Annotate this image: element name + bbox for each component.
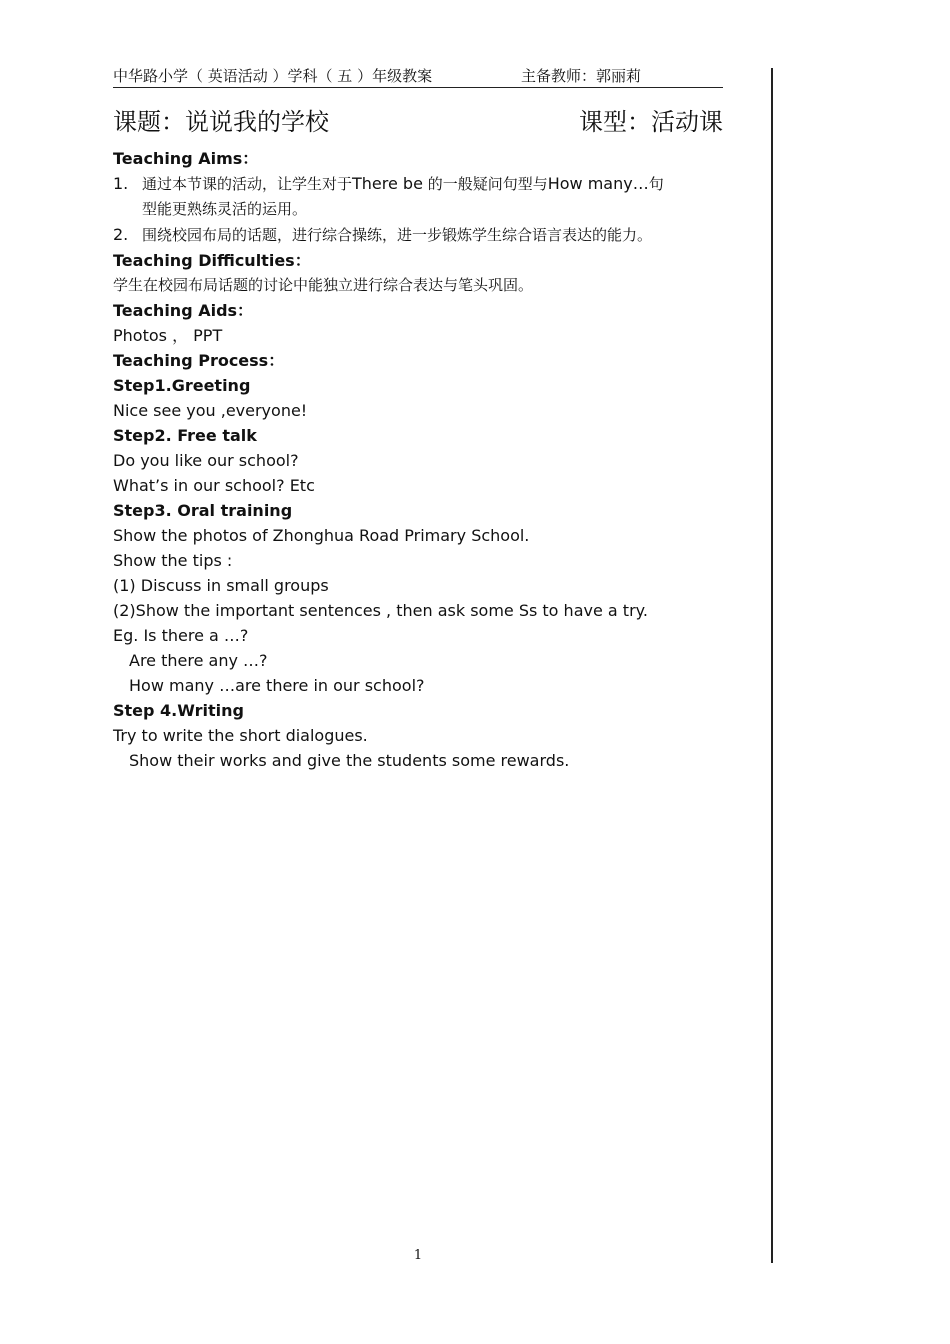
process-heading: Teaching Process： xyxy=(113,351,285,370)
aim-number: 2. xyxy=(113,225,129,244)
aims-heading: Teaching Aims： xyxy=(113,149,259,168)
aim-text: 通过本节课的活动，让学生对于 xyxy=(142,175,353,193)
right-margin-rule xyxy=(771,68,773,1263)
aim-item-2 xyxy=(113,222,728,248)
aids-heading: Teaching Aids： xyxy=(113,301,254,320)
aim-text: 句 xyxy=(648,175,664,193)
aim-text: How many… xyxy=(547,174,649,193)
step2-line: What’s in our school? Etc xyxy=(113,476,315,495)
aim-text: 的一般疑问句型与 xyxy=(422,175,548,193)
aids-text: Photos ， PPT xyxy=(113,326,223,345)
aim-item-1 xyxy=(113,171,728,197)
aim-text: There be xyxy=(352,174,423,193)
header-school-subject: 中华路小学（ 英语活动 ）学科（ 五 ）年级教案 xyxy=(113,67,433,85)
header-teacher: 主备教师：郭丽莉 xyxy=(521,67,642,85)
step2-line: Do you like our school? xyxy=(113,451,299,470)
page-number: 1 xyxy=(413,1248,423,1263)
lesson-content xyxy=(113,146,728,773)
step3-line: Show the photos of Zhonghua Road Primary School. xyxy=(113,526,530,545)
page-header xyxy=(113,66,723,88)
aim-item-1-continuation: 型能更熟练灵活的运用。 xyxy=(142,200,308,218)
step1-line: Nice see you ,everyone! xyxy=(113,401,308,420)
lesson-topic: 课题：说说我的学校 xyxy=(113,108,329,136)
step3-line: (1) Discuss in small groups xyxy=(113,576,329,595)
difficulties-text: 学生在校园布局话题的讨论中能独立进行综合表达与笔头巩固。 xyxy=(113,276,534,294)
step3-line: Eg. Is there a …? xyxy=(113,626,249,645)
step3-indented-line: Are there any …? xyxy=(129,651,268,670)
difficulties-heading: Teaching Difficulties： xyxy=(113,251,311,270)
step3-line: (2)Show the important sentences , then ask some Ss to have a try. xyxy=(113,601,648,620)
step4-line: Try to write the short dialogues. xyxy=(113,726,368,745)
lesson-type: 课型：活动课 xyxy=(579,108,723,136)
step3-indented-line: How many …are there in our school? xyxy=(129,676,425,695)
step4-heading: Step 4.Writing xyxy=(113,701,244,720)
step3-line: Show the tips : xyxy=(113,551,233,570)
title-row xyxy=(113,106,723,140)
step3-heading: Step3. Oral training xyxy=(113,501,293,520)
step4-indented-line: Show their works and give the students some rewards. xyxy=(129,751,570,770)
aim-number: 1. xyxy=(113,174,129,193)
step2-heading: Step2. Free talk xyxy=(113,426,257,445)
aim-text: 围绕校园布局的话题，进行综合操练，进一步锻炼学生综合语言表达的能力。 xyxy=(142,226,653,244)
step1-heading: Step1.Greeting xyxy=(113,376,251,395)
